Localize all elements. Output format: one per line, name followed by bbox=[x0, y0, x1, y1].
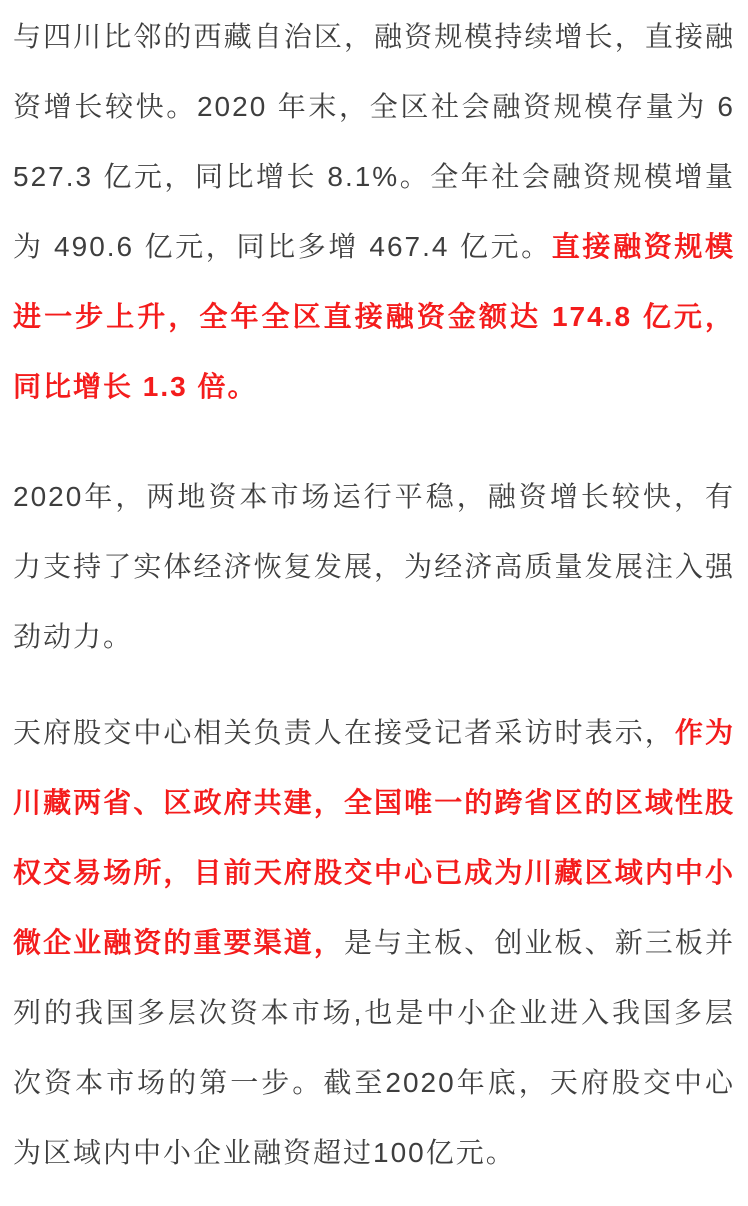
text-segment: 天府股交中心相关负责人在接受记者采访时表示， bbox=[13, 717, 675, 748]
emphasis-text: 直接融资规模进一步上升，全年全区直接融资金额达 174.8 亿元，同比增长 1.3 倍。 bbox=[13, 231, 735, 402]
text-segment: 是与主板、创业板、新三板并列的我国多层次资本市场,也是中小企业进入我国多层次资本市场的第一步。截至2020年底，天府股交中心为区域内中小企业融资超过100亿元。 bbox=[13, 927, 735, 1168]
text-segment: 2020年，两地资本市场运行平稳，融资增长较快，有力支持了实体经济恢复发展，为经济高质量发展注入强劲动力。 bbox=[13, 481, 735, 652]
paragraph-capital-market-2020 bbox=[13, 462, 735, 672]
paragraph-tianfu-exchange bbox=[13, 698, 735, 1188]
paragraph-tibet-financing bbox=[13, 2, 735, 422]
text-segment: 与四川比邻的西藏自治区，融资规模持续增长，直接融资增长较快。2020 年末，全区社会融资规模存量为 6527.3 亿元，同比增长 8.1%。全年社会融资规模增量为 490.6 亿元，同比多增 467.4 亿元。 bbox=[13, 21, 735, 262]
emphasis-text: 作为川藏两省、区政府共建，全国唯一的跨省区的区域性股权交易场所，目前天府股交中心已成为川藏区域内中小微企业融资的重要渠道， bbox=[13, 717, 735, 958]
